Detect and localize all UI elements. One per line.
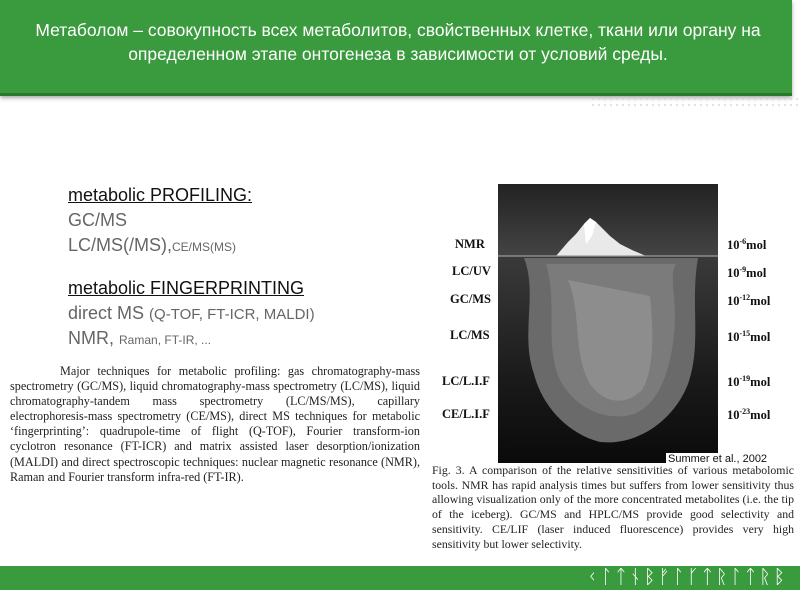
method-label-nmr: NMR bbox=[455, 237, 485, 251]
fingerprinting-nmr bbox=[68, 328, 211, 349]
method-label-ce-lif: CE/L.I.F bbox=[442, 407, 490, 421]
fingerprinting-nmr-main: NMR, bbox=[68, 328, 114, 348]
sensitivity-label-2: $10^{-9}mol$ bbox=[727, 265, 767, 280]
sensitivity-label-1: $10^{-6}mol$ bbox=[727, 237, 767, 252]
profiling-heading: metabolic PROFILING: bbox=[68, 185, 253, 205]
profiling-lcms-main: LC/MS(/MS), bbox=[68, 235, 173, 255]
fingerprinting-direct-ms-sub: (Q-TOF, FT-ICR, MALDI) bbox=[149, 306, 315, 323]
figure-credit: Summer et al., 2002 bbox=[668, 453, 768, 465]
footer-ornament: ᚲᛚᛏᚾᛒᚠᛚᚴᛏᚱᛚᛏᚱᛒ bbox=[586, 567, 788, 588]
fingerprinting-nmr-small: Raman, FT-IR, ... bbox=[119, 333, 212, 347]
method-label-lcms: LC/MS bbox=[450, 328, 490, 342]
slide-title: Метаболом – совокупность всех метаболитов, свойственных клетке, ткани или органу на определенном этапе онтогенеза в зависимости от условий среды. bbox=[35, 20, 761, 64]
fingerprinting-direct-ms-main: direct MS bbox=[68, 303, 145, 323]
fingerprinting-heading: metabolic FINGERPRINTING bbox=[68, 278, 305, 298]
method-label-lcuv: LC/UV bbox=[452, 264, 491, 278]
method-label-gcms: GC/MS bbox=[450, 292, 491, 306]
figure-caption: Fig. 3. A comparison of the relative sensitivities of various metabolomic tools. NMR has rapid analysis times but suffers from lower sensitivity thus allowing visualization only of the more concentrated metabolites (i.e. the tip of the iceberg). GC/MS and HPLC/MS provide good selectivity and sensitivity. CE/LIF (laser induced fluorescence) provides very high sensitivity but lower selectivity. bbox=[432, 463, 794, 551]
sensitivity-label-4: $10^{-15}mol$ bbox=[727, 329, 771, 344]
techniques-paragraph: Major techniques for metabolic profiling: gas chromatography-mass spectrometry (GC/MS), liquid chromatography-mass spectrometry (LC/MS), liquid chromatography-tandem mass spectrometry (LC/MS/MS), capillary electrophoresis-mass spectrometry (CE/MS), direct MS techniques for metabolic ‘fingerprinting’: quadrupole-time of flight (Q-TOF), Fourier transform-ion cyclotron resonance (FT-ICR) and matrix assisted laser desorption/ionization (MALDI) and direct spectroscopic techniques: nuclear magnetic resonance (NMR), Raman and Fourier transform infra-red (FT-IR). bbox=[10, 364, 420, 484]
iceberg-image bbox=[498, 184, 718, 463]
iceberg-graphic bbox=[498, 184, 718, 463]
profiling-lcms bbox=[68, 235, 236, 256]
sensitivity-label-3: $10^{-12}mol$ bbox=[727, 293, 771, 308]
footer-bar bbox=[0, 566, 800, 590]
decorative-dot-pattern bbox=[590, 96, 800, 108]
method-label-lc-lif: LC/L.I.F bbox=[442, 374, 490, 388]
fingerprinting-direct-ms bbox=[68, 303, 315, 324]
profiling-gcms: GC/MS bbox=[68, 210, 128, 230]
profiling-cems: CE/MS(MS) bbox=[172, 240, 237, 254]
sensitivity-label-6: $10^{-23}mol$ bbox=[727, 407, 771, 422]
sensitivity-label-5: $10^{-19}mol$ bbox=[727, 374, 771, 389]
title-banner bbox=[0, 0, 792, 96]
